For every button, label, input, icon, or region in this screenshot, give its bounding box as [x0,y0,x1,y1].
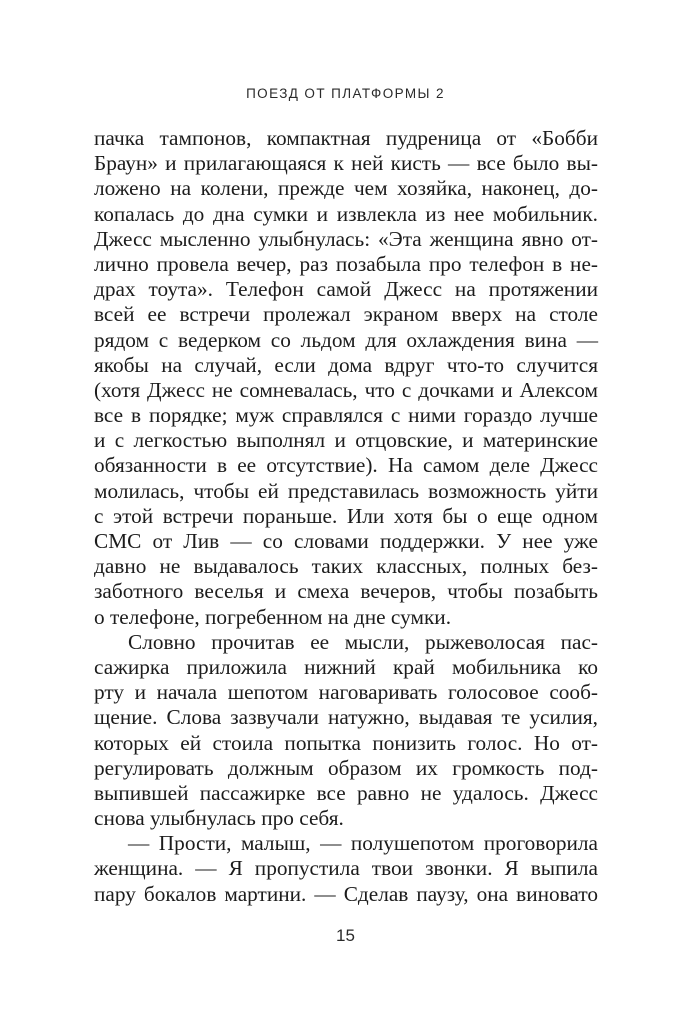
text-line: молилась, чтобы ей представилась возможность уйти [94,478,598,503]
text-line: рядом с ведерком со льдом для охлаждения вина — [94,327,598,352]
text-line: лично провела вечер, раз позабыла про телефон в не- [94,251,598,276]
body-text [94,126,598,907]
text-line: Словно прочитав ее мысли, рыжеволосая пас- [128,629,598,654]
text-line: пачка тампонов, компактная пудреница от «Бобби [94,126,598,150]
text-line: регулировать должным образом их громкость под- [94,755,598,780]
text-line: (хотя Джесс не сомневалась, что с дочками и Алексом [94,377,598,402]
text-line: якобы на случай, если дома вдруг что-то случится [94,352,598,377]
running-head: ПОЕЗД ОТ ПЛАТФОРМЫ 2 [246,86,445,101]
text-line: обязанности в ее отсутствие). На самом деле Джесс [94,453,598,478]
text-line: выпившей пассажирке все равно не удалось. Джесс [94,780,598,805]
text-line: пару бокалов мартини. — Сделав паузу, она виновато [94,881,598,906]
text-line: сажирка приложила нижний край мобильника ко [94,654,598,679]
text-line: и с легкостью выполнял и отцовские, и материнские [94,428,598,453]
text-line: Джесс мысленно улыбнулась: «Эта женщина явно от- [94,226,598,251]
text-line: о телефоне, погребенном на дне сумки. [94,604,452,629]
text-line: заботного веселья и смеха вечеров, чтобы позабыть [94,579,598,604]
text-line: копалась до дна сумки и извлекла из нее мобильник. [94,201,598,226]
text-line: все в порядке; муж справлялся с ними гораздо лучше [94,403,598,428]
text-line: давно не выдавалось таких классных, полных без- [94,554,598,579]
text-line: драх тоута». Телефон самой Джесс на протяжении [94,277,598,302]
text-line: — Прости, малыш, — полушепотом проговорила [128,831,598,856]
text-line: ложено на колени, прежде чем хозяйка, наконец, до- [94,176,598,201]
text-line: которых ей стоила попытка понизить голос. Но от- [94,730,598,755]
text-line: с этой встречи пораньше. Или хотя бы о еще одном [94,503,598,528]
text-line: всей ее встречи пролежал экраном вверх на столе [94,302,598,327]
text-line: снова улыбнулась про себя. [94,806,344,831]
text-line: женщина. — Я пропустила твои звонки. Я выпила [94,856,598,881]
text-line: рту и начала шепотом наговаривать голосовое сооб- [94,680,598,705]
text-line: Браун» и прилагающаяся к ней кисть — все было вы- [94,151,598,176]
text-line: СМС от Лив — со словами поддержки. У нее уже [94,529,598,553]
page-number: 15 [336,926,355,945]
text-line: щение. Слова зазвучали натужно, выдавая те усилия, [94,705,598,730]
